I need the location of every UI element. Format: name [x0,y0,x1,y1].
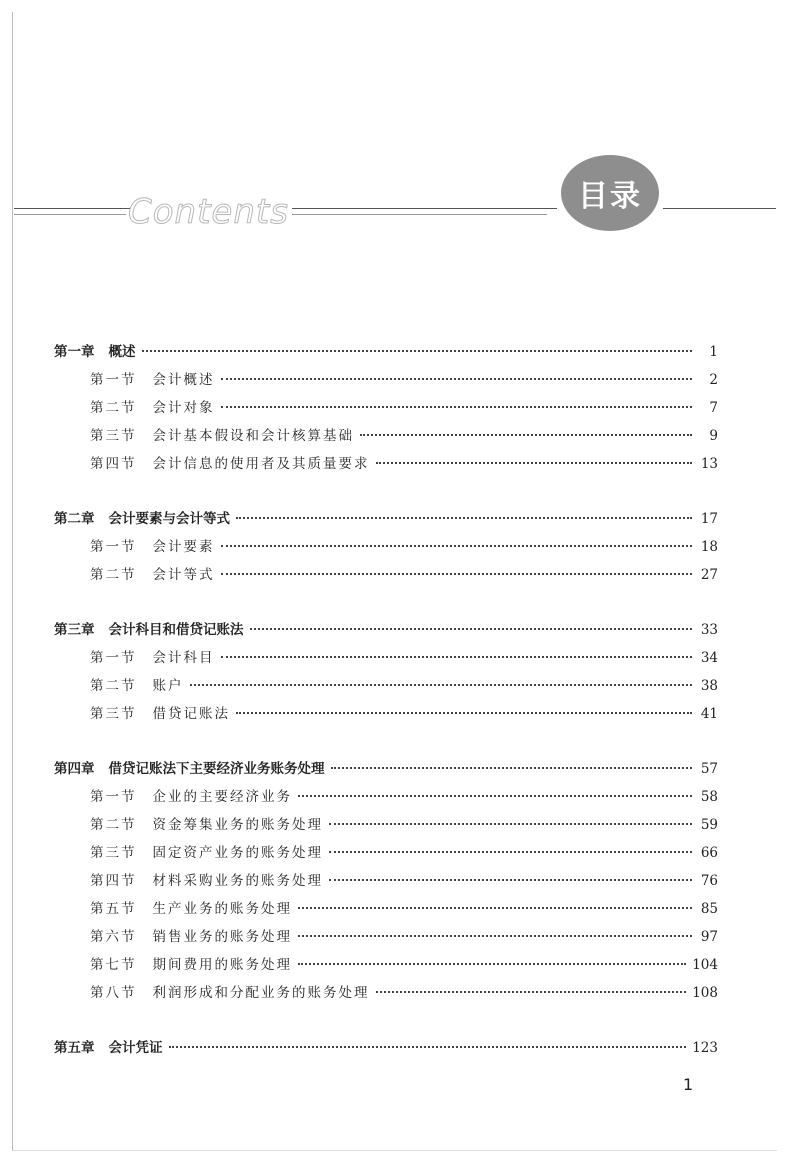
dot-leader [190,684,693,686]
page-number: 76 [700,873,718,889]
page-number: 2 [709,372,718,388]
dot-leader [221,573,693,575]
table-of-contents [54,340,718,1064]
page-number: 9 [709,428,718,444]
page-number: 85 [700,901,718,917]
toc-chapter-row[interactable] [54,1036,718,1064]
header-rule-middle [292,208,557,209]
contents-decorative-word: Contents [128,192,289,232]
spacer [54,730,718,757]
page-number: 13 [700,456,718,472]
toc-section-row[interactable] [54,841,718,869]
toc-title: 目录 [561,155,659,231]
section-number: 第七节 [90,957,137,973]
header-rule-right [663,208,776,209]
dot-leader [221,406,693,408]
page-number: 18 [700,539,718,555]
chapter-number: 第三章 [54,622,95,638]
section-number: 第三节 [90,845,137,861]
dot-leader [329,851,692,853]
section-number: 第二节 [90,678,137,694]
chapter-number: 第一章 [54,344,95,360]
toc-chapter-row[interactable] [54,757,718,785]
page-number: 34 [700,650,718,666]
section-title: 账户 [152,678,184,694]
section-number: 第四节 [90,873,137,889]
section-number: 第四节 [90,456,137,472]
chapter-title: 会计要素与会计等式 [108,511,230,527]
section-number: 第二节 [90,400,137,416]
toc-chapter-row[interactable] [54,507,718,535]
section-title: 企业的主要经济业务 [152,789,292,805]
dot-leader [298,907,692,909]
toc-chapter-row[interactable] [54,618,718,646]
dot-leader [376,991,687,993]
section-title: 期间费用的账务处理 [152,957,292,973]
header-rule-middle-thin [292,214,547,215]
dot-leader [329,879,692,881]
toc-section-row[interactable] [54,813,718,841]
spacer [54,591,718,618]
dot-leader [376,462,693,464]
section-number: 第一节 [90,372,137,388]
section-number: 第三节 [90,428,137,444]
chapter-number: 第四章 [54,761,95,777]
section-title: 会计要素 [152,539,215,555]
dot-leader [331,767,693,769]
page-number: 17 [700,511,718,527]
section-title: 利润形成和分配业务的账务处理 [152,985,370,1001]
dot-leader [298,795,692,797]
dot-leader [236,712,692,714]
page-number: 57 [700,761,718,777]
dot-leader [142,350,693,352]
header-rule-left [14,208,132,209]
toc-chapter-row[interactable] [54,340,718,368]
chapter-number: 第二章 [54,511,95,527]
toc-section-row[interactable] [54,869,718,897]
page-number: 27 [700,567,718,583]
section-title: 会计基本假设和会计核算基础 [152,428,354,444]
chapter-title: 会计凭证 [108,1040,163,1056]
page-number: 7 [709,400,718,416]
section-title: 会计等式 [152,567,215,583]
dot-leader [360,434,692,436]
page-number: 66 [700,845,718,861]
page-number: 108 [692,985,718,1001]
section-title: 生产业务的账务处理 [152,901,292,917]
dot-leader [221,656,693,658]
chapter-number: 第五章 [54,1040,95,1056]
chapter-title: 会计科目和借贷记账法 [108,622,244,638]
toc-section-row[interactable] [54,396,718,424]
section-number: 第二节 [90,567,137,583]
dot-leader [221,545,693,547]
page-number: 58 [700,789,718,805]
toc-section-row[interactable] [54,897,718,925]
page-number: 38 [700,678,718,694]
page-number: 59 [700,817,718,833]
chapter-title: 概述 [108,344,136,360]
dot-leader [329,823,692,825]
toc-section-row[interactable] [54,424,718,452]
page-number: 123 [692,1040,718,1056]
spacer [54,1009,718,1036]
section-number: 第五节 [90,901,137,917]
section-title: 借贷记账法 [152,706,230,722]
page-number: 33 [700,622,718,638]
toc-section-row[interactable] [54,674,718,702]
section-number: 第三节 [90,706,137,722]
section-title: 资金筹集业务的账务处理 [152,817,323,833]
section-number: 第二节 [90,817,137,833]
section-number: 第八节 [90,985,137,1001]
toc-section-row[interactable] [54,981,718,1009]
dot-leader [298,963,686,965]
page-number: 97 [700,929,718,945]
dot-leader [236,517,692,519]
section-title: 会计概述 [152,372,215,388]
page-number: 104 [692,957,718,973]
toc-section-row[interactable] [54,785,718,813]
section-title: 会计信息的使用者及其质量要求 [152,456,370,472]
toc-section-row[interactable] [54,452,718,480]
toc-section-row[interactable] [54,563,718,591]
section-title: 材料采购业务的账务处理 [152,873,323,889]
page-number: 41 [700,706,718,722]
spacer [54,480,718,507]
toc-section-row[interactable] [54,702,718,730]
section-number: 第一节 [90,539,137,555]
section-number: 第一节 [90,789,137,805]
section-title: 销售业务的账务处理 [152,929,292,945]
section-title: 会计科目 [152,650,215,666]
chapter-title: 借贷记账法下主要经济业务账务处理 [108,761,325,777]
dot-leader [298,935,692,937]
dot-leader [221,378,693,380]
folio-page-number: 1 [683,1075,694,1094]
section-number: 第六节 [90,929,137,945]
dot-leader [169,1046,687,1048]
toc-section-row[interactable] [54,368,718,396]
dot-leader [250,628,693,630]
section-number: 第一节 [90,650,137,666]
toc-section-row[interactable] [54,535,718,563]
toc-header [0,0,790,260]
toc-section-row[interactable] [54,646,718,674]
header-rule-left-thin [14,214,126,215]
toc-section-row[interactable] [54,925,718,953]
toc-section-row[interactable] [54,953,718,981]
section-title: 会计对象 [152,400,215,416]
page-number: 1 [709,344,718,360]
section-title: 固定资产业务的账务处理 [152,845,323,861]
